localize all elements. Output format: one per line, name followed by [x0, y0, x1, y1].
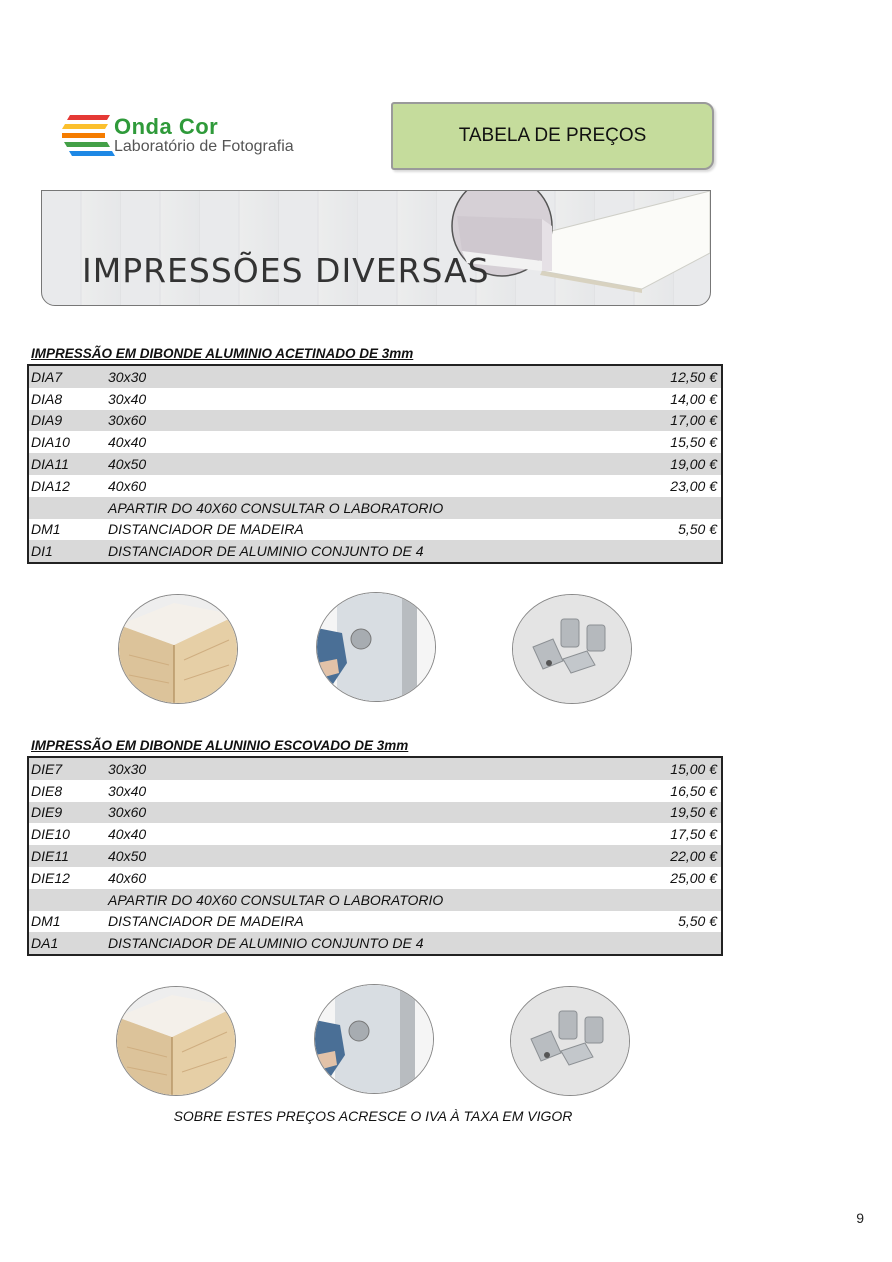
product-description: APARTIR DO 40X60 CONSULTAR O LABORATORIO — [108, 891, 444, 908]
product-description: 40x50 — [108, 848, 147, 865]
logo-name: Onda Cor — [114, 114, 219, 139]
table-row — [29, 410, 721, 432]
product-code: DIE8 — [31, 782, 63, 799]
banner — [41, 190, 711, 306]
table-row — [29, 758, 721, 780]
table-row — [29, 540, 721, 562]
product-price: 5,50 € — [678, 521, 717, 538]
product-code: DIE9 — [31, 804, 63, 821]
product-code: DIA12 — [31, 477, 70, 494]
product-description: DISTANCIADOR DE MADEIRA — [108, 521, 304, 538]
product-description: DISTANCIADOR DE MADEIRA — [108, 913, 304, 930]
product-price: 15,00 € — [670, 760, 717, 777]
price-table-header: TABELA DE PREÇOS — [391, 102, 714, 170]
product-description: 40x40 — [108, 826, 147, 843]
table-row — [29, 845, 721, 867]
product-code: DI1 — [31, 543, 53, 560]
table-row — [29, 497, 721, 519]
aluminium-spacer-image — [512, 594, 632, 704]
product-description: 30x40 — [108, 390, 147, 407]
product-price: 22,00 € — [670, 848, 717, 865]
product-price: 19,00 € — [670, 456, 717, 473]
product-code: DA1 — [31, 935, 59, 952]
table-row — [29, 911, 721, 933]
product-description: 40x50 — [108, 456, 147, 473]
product-price: 17,50 € — [670, 826, 717, 843]
product-price: 23,00 € — [670, 477, 717, 494]
product-description: APARTIR DO 40X60 CONSULTAR O LABORATORIO — [108, 499, 444, 516]
product-price: 19,50 € — [670, 804, 717, 821]
product-price: 14,00 € — [670, 390, 717, 407]
product-price: 25,00 € — [670, 869, 717, 886]
product-code: DIA10 — [31, 434, 70, 451]
aluminium-spacer-image — [510, 986, 630, 1096]
product-description: 40x60 — [108, 477, 147, 494]
table-row — [29, 431, 721, 453]
product-price: 5,50 € — [678, 913, 717, 930]
wood-spacer-image — [116, 986, 236, 1096]
product-description: 30x40 — [108, 782, 147, 799]
product-code: DIA7 — [31, 368, 63, 385]
table-row — [29, 366, 721, 388]
table-row — [29, 932, 721, 954]
table-row — [29, 802, 721, 824]
product-code: DIE11 — [31, 848, 69, 865]
product-description: 40x40 — [108, 434, 147, 451]
product-description: 30x30 — [108, 368, 147, 385]
product-code: DIE12 — [31, 869, 70, 886]
product-code: DIE7 — [31, 760, 63, 777]
banner-title: IMPRESSÕES DIVERSAS — [82, 251, 490, 290]
table-row — [29, 823, 721, 845]
product-description: DISTANCIADOR DE ALUMINIO CONJUNTO DE 4 — [108, 543, 424, 560]
price-table-acetinado — [27, 364, 723, 564]
product-description: 30x30 — [108, 760, 147, 777]
product-description: 30x60 — [108, 804, 147, 821]
table-row — [29, 867, 721, 889]
section-title-acetinado: IMPRESSÃO EM DIBONDE ALUMINIO ACETINADO DE 3mm — [31, 346, 414, 361]
product-code: DIE10 — [31, 826, 70, 843]
product-code: DIA11 — [31, 456, 69, 473]
table-row — [29, 889, 721, 911]
product-price: 17,00 € — [670, 412, 717, 429]
product-price: 15,50 € — [670, 434, 717, 451]
table-row — [29, 519, 721, 541]
company-logo — [60, 112, 340, 162]
table-row — [29, 388, 721, 410]
page-number: 9 — [856, 1210, 864, 1226]
product-price: 16,50 € — [670, 782, 717, 799]
table-row — [29, 475, 721, 497]
wood-spacer-image — [118, 594, 238, 704]
wall-mount-photo-image — [314, 984, 434, 1094]
table-row — [29, 453, 721, 475]
price-table-escovado — [27, 756, 723, 956]
logo-subtitle: Laboratório de Fotografia — [114, 138, 294, 155]
wall-mount-photo-image — [316, 592, 436, 702]
product-code: DM1 — [31, 521, 61, 538]
logo-stripes-icon — [60, 112, 120, 162]
product-code: DM1 — [31, 913, 61, 930]
product-description: 30x60 — [108, 412, 147, 429]
product-code: DIA8 — [31, 390, 63, 407]
table-row — [29, 780, 721, 802]
product-price: 12,50 € — [670, 368, 717, 385]
vat-footnote: SOBRE ESTES PREÇOS ACRESCE O IVA À TAXA EM VIGOR — [173, 1108, 573, 1124]
section-title-escovado: IMPRESSÃO EM DIBONDE ALUNINIO ESCOVADO DE 3mm — [31, 738, 409, 753]
product-description: DISTANCIADOR DE ALUMINIO CONJUNTO DE 4 — [108, 935, 424, 952]
product-code: DIA9 — [31, 412, 63, 429]
product-description: 40x60 — [108, 869, 147, 886]
